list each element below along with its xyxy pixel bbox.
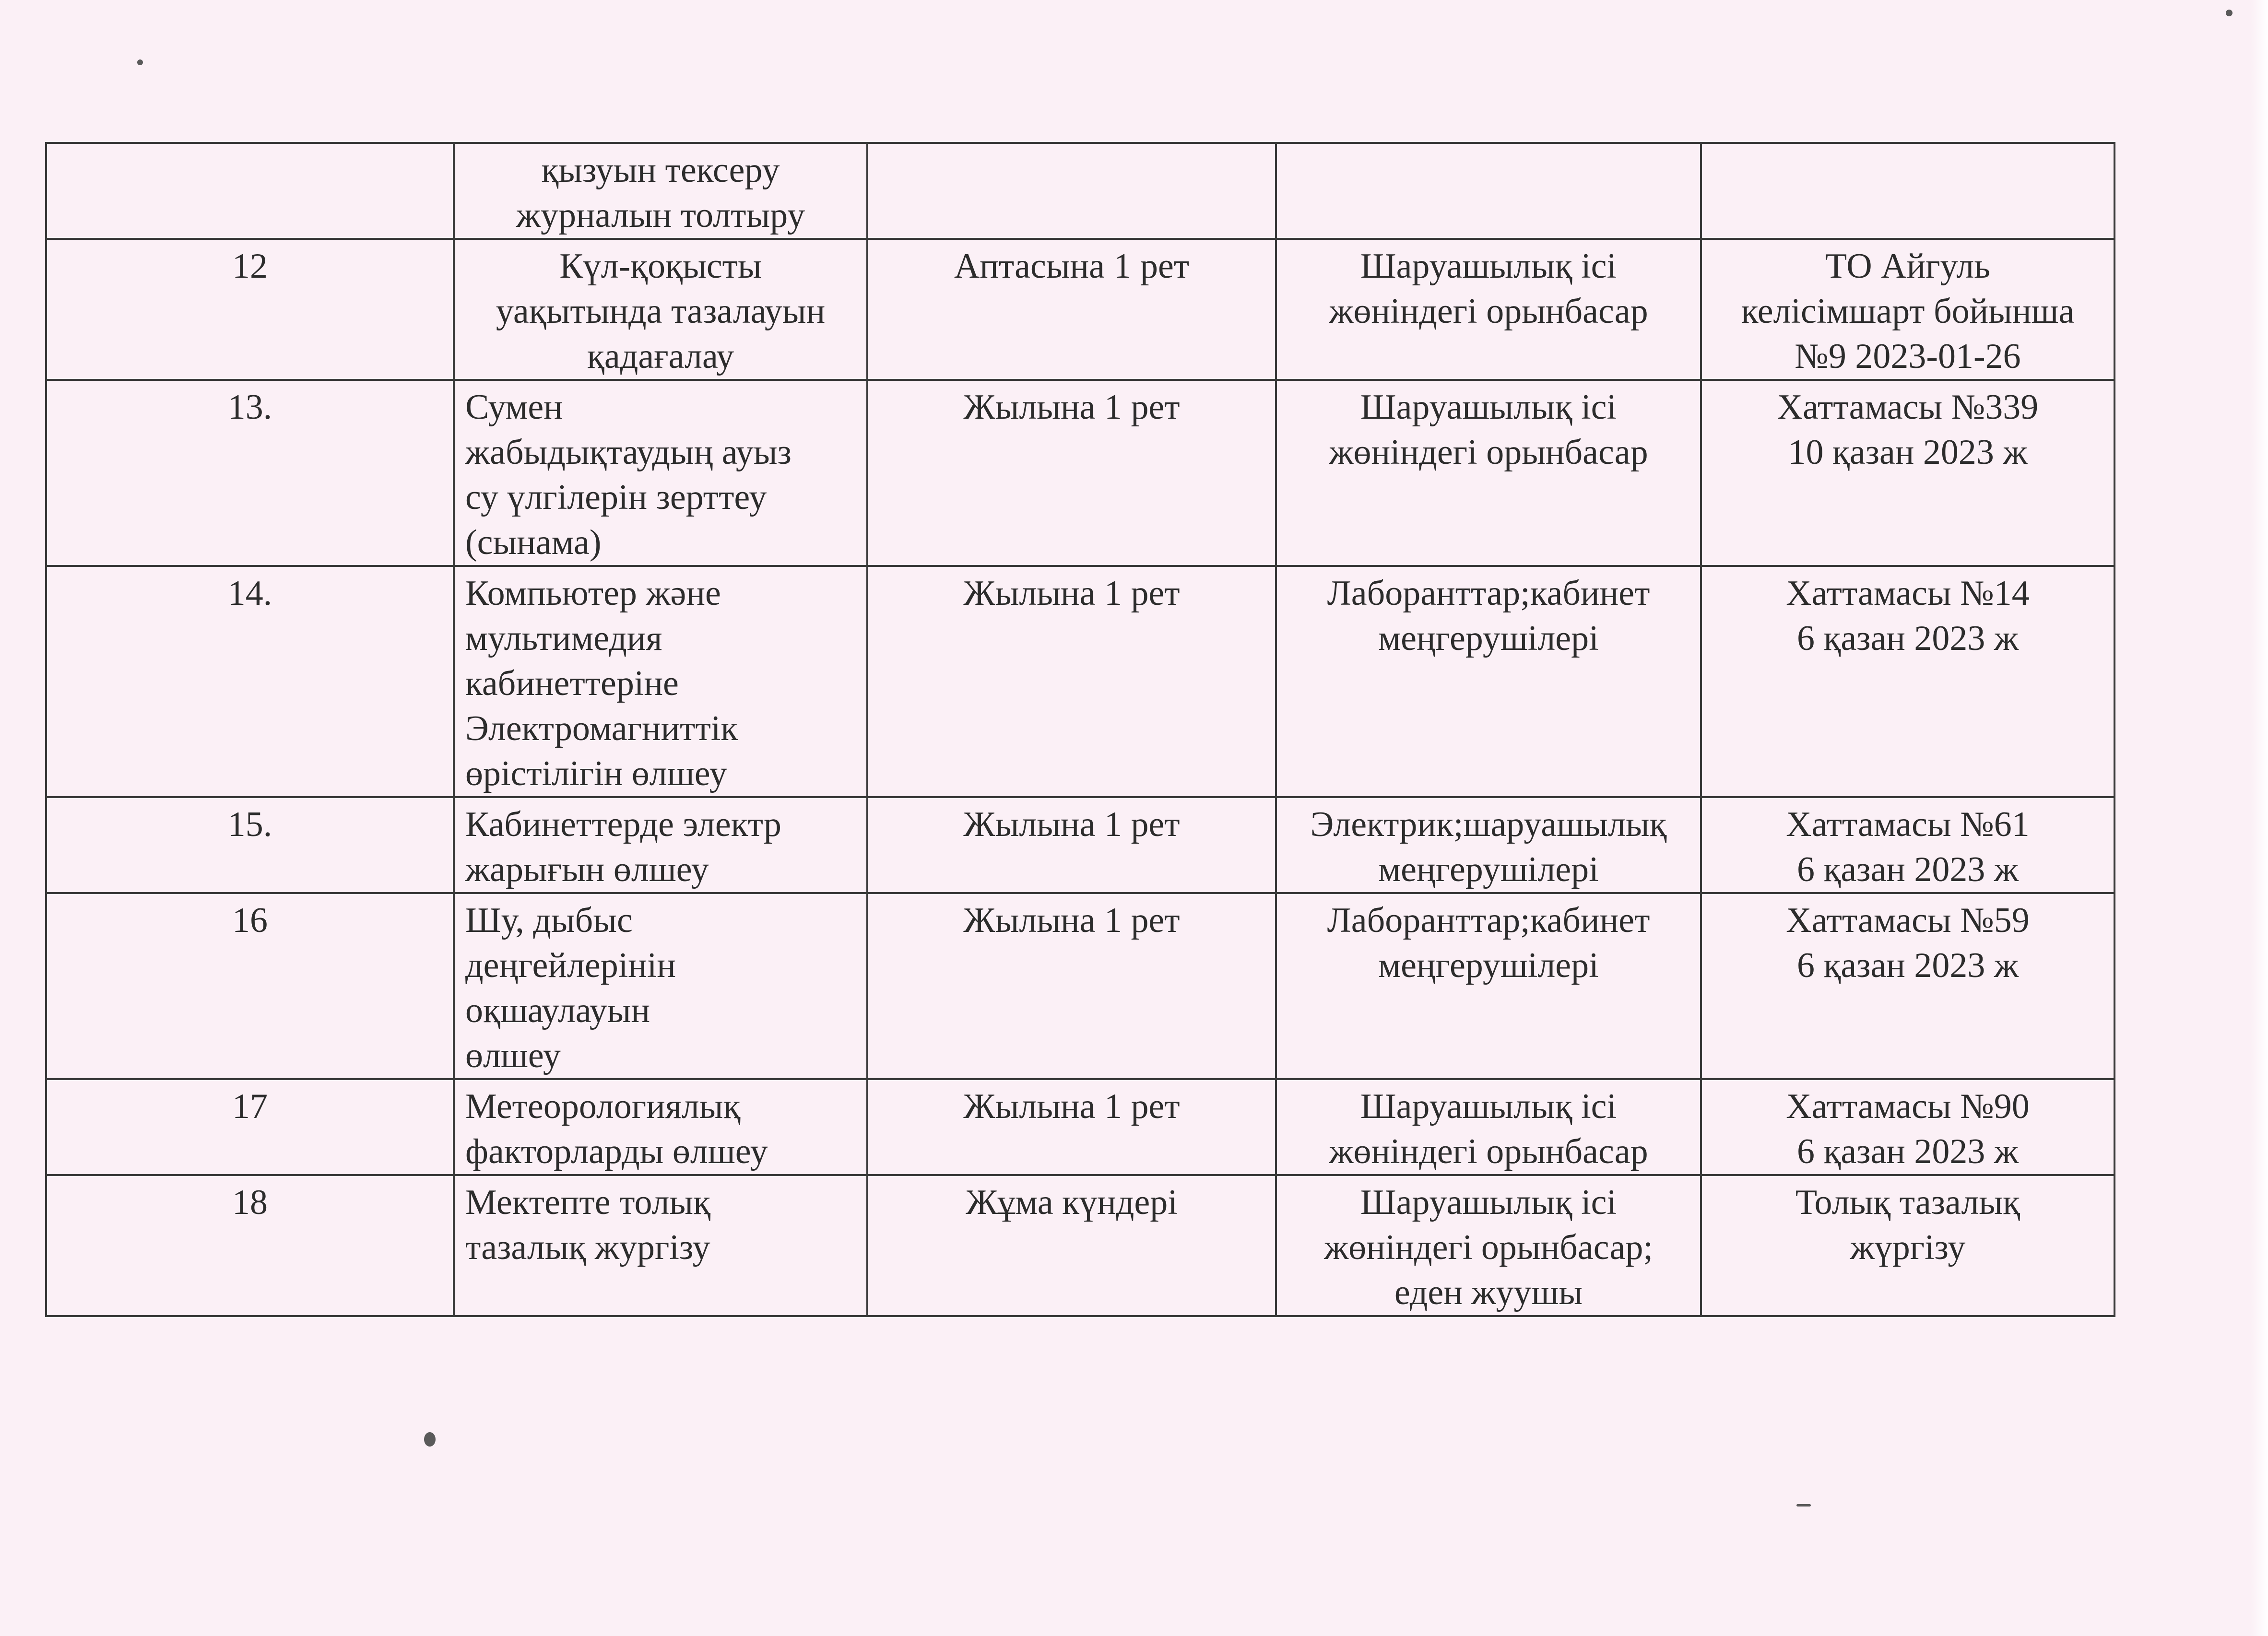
activity-cell — [454, 143, 867, 239]
document-cell — [1701, 380, 2114, 566]
frequency-text: Жылына 1 рет — [963, 1087, 1180, 1126]
row-number: 17 — [232, 1087, 268, 1126]
activity-cell — [454, 1079, 867, 1175]
frequency-cell — [867, 143, 1276, 239]
frequency-text: Жылына 1 рет — [963, 388, 1180, 427]
scan-speck — [1796, 1504, 1811, 1507]
row-number: 14. — [227, 574, 272, 613]
activity-cell — [454, 566, 867, 797]
scan-speck — [137, 59, 143, 65]
document-cell — [1701, 143, 2114, 239]
activity-cell — [454, 239, 867, 380]
activity-text: Мектепте толық тазалық жургізу — [465, 1183, 711, 1267]
table-row — [46, 797, 2114, 893]
responsible-text: Шаруашылық ісі жөніндегі орынбасар — [1329, 247, 1648, 331]
responsible-cell — [1276, 1175, 1701, 1316]
activity-text: Кабинеттерде электр жарығын өлшеу — [465, 805, 781, 889]
row-number: 18 — [232, 1183, 268, 1222]
document-text: Хаттамасы №59 6 қазан 2023 ж — [1786, 901, 2030, 985]
document-cell — [1701, 893, 2114, 1079]
row-number-cell — [46, 797, 454, 893]
responsible-text: Лаборанттар;кабинет меңгерушілері — [1327, 574, 1650, 658]
responsible-cell — [1276, 143, 1701, 239]
document-text: Толық тазалық жүргізу — [1795, 1183, 2020, 1267]
table-row — [46, 239, 2114, 380]
frequency-text: Жылына 1 рет — [963, 901, 1180, 940]
activity-cell — [454, 893, 867, 1079]
table-row — [46, 1175, 2114, 1316]
row-number-cell — [46, 143, 454, 239]
row-number-cell — [46, 1079, 454, 1175]
activity-text: Күл-қоқысты уақытында тазалауын қадағалау — [496, 247, 826, 376]
responsible-cell — [1276, 797, 1701, 893]
row-number: 12 — [232, 247, 268, 286]
activity-text: қызуын тексеру журналын толтыру — [516, 151, 805, 235]
document-cell — [1701, 797, 2114, 893]
table-row — [46, 893, 2114, 1079]
responsible-text: Шаруашылық ісі жөніндегі орынбасар — [1329, 1087, 1648, 1171]
frequency-cell — [867, 566, 1276, 797]
row-number-cell — [46, 893, 454, 1079]
document-text: Хаттамасы №14 6 қазан 2023 ж — [1786, 574, 2030, 658]
frequency-cell — [867, 239, 1276, 380]
schedule-table — [45, 142, 2115, 1317]
table-row — [46, 380, 2114, 566]
table-row — [46, 143, 2114, 239]
frequency-cell — [867, 797, 1276, 893]
frequency-text: Жылына 1 рет — [963, 805, 1180, 844]
row-number: 13. — [227, 388, 272, 427]
table-row — [46, 1079, 2114, 1175]
activity-text: Метеорологиялық факторларды өлшеу — [465, 1087, 768, 1171]
frequency-text: Аптасына 1 рет — [954, 247, 1190, 286]
row-number: 16 — [232, 901, 268, 940]
row-number-cell — [46, 566, 454, 797]
activity-text: Сумен жабыдықтаудың ауыз су үлгілерін зерттеу (сынама) — [465, 388, 791, 562]
scan-speck — [424, 1432, 436, 1447]
row-number-cell — [46, 1175, 454, 1316]
frequency-cell — [867, 1079, 1276, 1175]
row-number-cell — [46, 239, 454, 380]
responsible-text: Лаборанттар;кабинет меңгерушілері — [1327, 901, 1650, 985]
responsible-cell — [1276, 893, 1701, 1079]
responsible-cell — [1276, 566, 1701, 797]
responsible-cell — [1276, 239, 1701, 380]
frequency-cell — [867, 1175, 1276, 1316]
frequency-text: Жұма күндері — [966, 1183, 1178, 1222]
responsible-cell — [1276, 380, 1701, 566]
frequency-cell — [867, 893, 1276, 1079]
document-text: Хаттамасы №90 6 қазан 2023 ж — [1786, 1087, 2030, 1171]
table-row — [46, 566, 2114, 797]
scan-edge — [2251, 0, 2268, 1636]
responsible-cell — [1276, 1079, 1701, 1175]
document-text: Хаттамасы №61 6 қазан 2023 ж — [1786, 805, 2030, 889]
document-cell — [1701, 566, 2114, 797]
responsible-text: Электрик;шаруашылық меңгерушілері — [1310, 805, 1667, 889]
responsible-text: Шаруашылық ісі жөніндегі орынбасар — [1329, 388, 1648, 472]
activity-cell — [454, 1175, 867, 1316]
document-text: ТО Айгуль келісімшарт бойынша №9 2023-01-26 — [1741, 247, 2075, 376]
row-number-cell — [46, 380, 454, 566]
document-cell — [1701, 1079, 2114, 1175]
scan-speck — [2226, 10, 2233, 16]
document-cell — [1701, 1175, 2114, 1316]
document-cell — [1701, 239, 2114, 380]
activity-text: Шу, дыбыс деңгейлерінін оқшаулауын өлшеу — [465, 901, 676, 1075]
frequency-text: Жылына 1 рет — [963, 574, 1180, 613]
frequency-cell — [867, 380, 1276, 566]
activity-text: Компьютер және мультимедия кабинеттеріне Электромагниттік өрістілігін өлшеу — [465, 574, 738, 793]
responsible-text: Шаруашылық ісі жөніндегі орынбасар; еден жуушы — [1324, 1183, 1653, 1312]
activity-cell — [454, 797, 867, 893]
document-text: Хаттамасы №339 10 қазан 2023 ж — [1777, 388, 2039, 472]
row-number: 15. — [227, 805, 272, 844]
activity-cell — [454, 380, 867, 566]
